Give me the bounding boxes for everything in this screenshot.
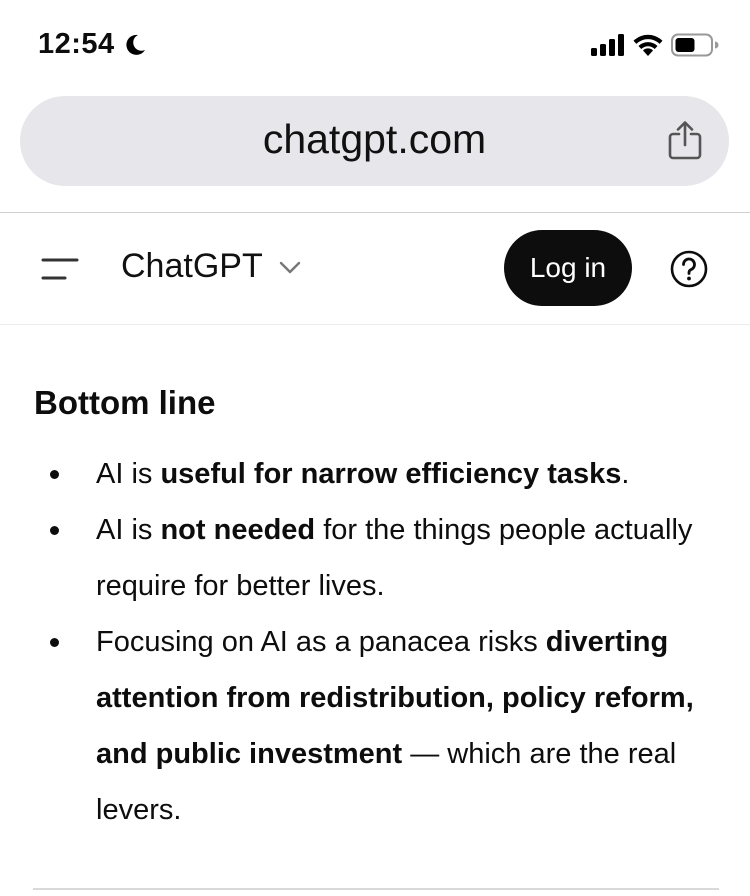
- list-item: [34, 614, 724, 838]
- login-button[interactable]: Log in: [504, 230, 632, 306]
- moon-icon: [123, 33, 147, 57]
- section-heading: Bottom line: [34, 384, 216, 421]
- bullet-text: Focusing on AI as a panacea risks: [96, 626, 546, 658]
- content-divider: [33, 888, 719, 890]
- bullet-text: for the things people actually require for better lives.: [96, 514, 693, 602]
- message-content: [34, 380, 724, 838]
- app-header: [0, 213, 750, 324]
- model-selector-label[interactable]: ChatGPT: [121, 247, 263, 285]
- bullet-dot: [50, 470, 59, 479]
- list-item: [34, 446, 724, 502]
- share-icon[interactable]: [668, 120, 702, 160]
- chevron-down-icon[interactable]: [279, 261, 301, 275]
- status-bar: [0, 0, 750, 90]
- bullet-text: — which are the real levers.: [96, 738, 677, 826]
- bullet-text: AI is: [96, 458, 161, 490]
- status-time: 12:54: [38, 28, 115, 60]
- battery-icon: [671, 33, 719, 57]
- bullet-dot: [50, 638, 59, 647]
- header-divider: [0, 324, 750, 325]
- bullet-text-bold: diverting attention from redistribution, policy reform, and public investment: [96, 626, 694, 770]
- signal-icon: [591, 34, 625, 56]
- help-icon[interactable]: [670, 250, 708, 288]
- bullet-list: [34, 446, 724, 838]
- wifi-icon: [632, 32, 664, 56]
- menu-icon[interactable]: [41, 257, 79, 281]
- bullet-text-bold: not needed: [160, 514, 316, 546]
- list-item: [34, 502, 724, 614]
- url-bar[interactable]: [20, 96, 729, 186]
- bullet-text: AI is: [96, 514, 161, 546]
- bullet-text: .: [621, 458, 630, 490]
- bullet-text-bold: useful for narrow efficiency tasks: [160, 458, 622, 490]
- url-text[interactable]: chatgpt.com: [262, 116, 487, 162]
- bullet-dot: [50, 526, 59, 535]
